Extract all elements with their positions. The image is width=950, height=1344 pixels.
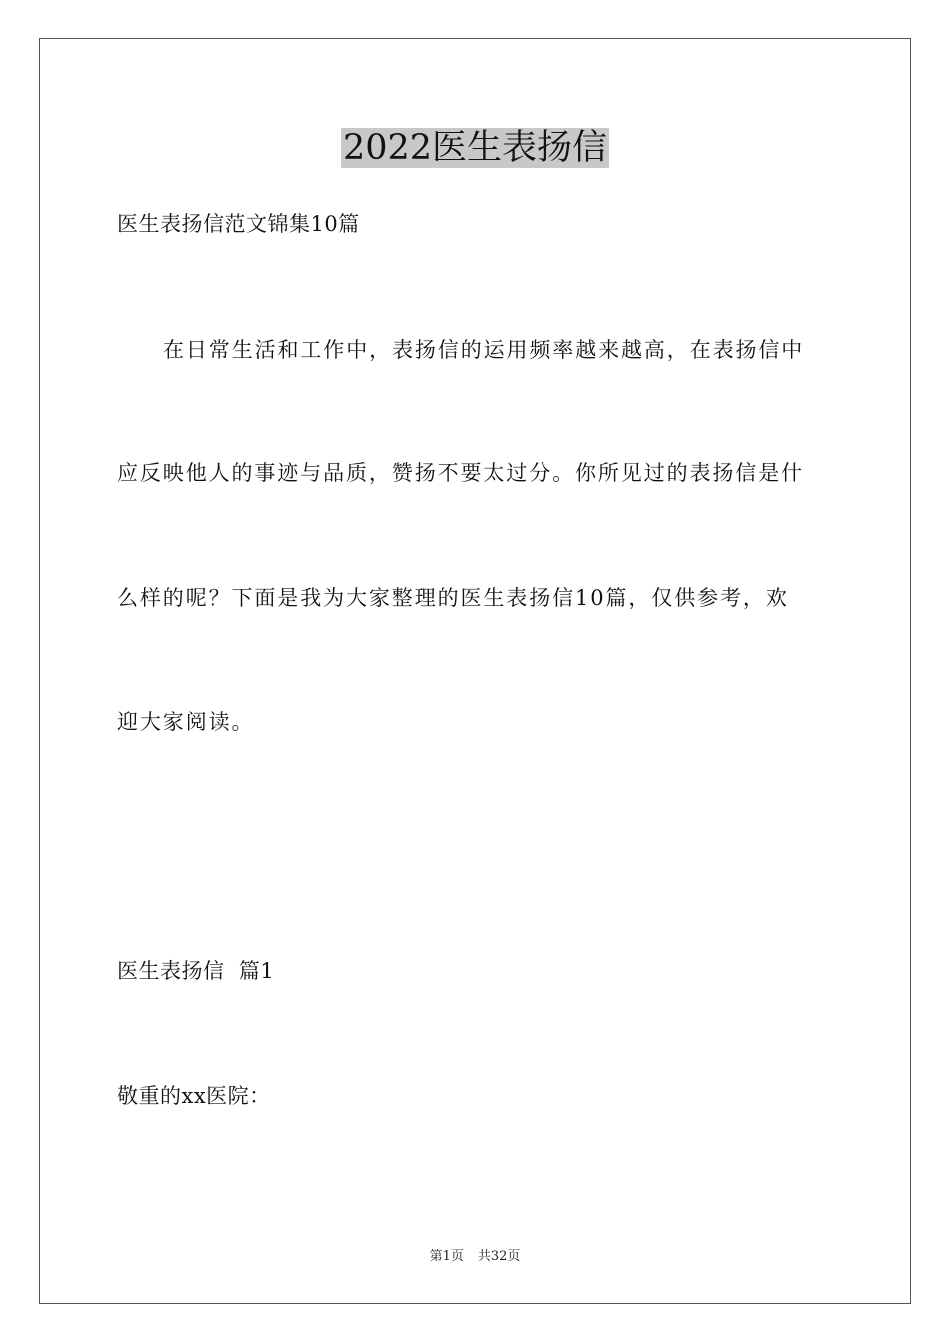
intro-paragraph-line-3: 么样的呢？下面是我为大家整理的医生表扬信10篇，仅供参考，欢 bbox=[117, 586, 789, 610]
intro-paragraph-line-2: 应反映他人的事迹与品质，赞扬不要太过分。你所见过的表扬信是什 bbox=[117, 461, 804, 485]
page-footer bbox=[0, 1249, 950, 1265]
page-number-total: 共32页 bbox=[477, 1249, 521, 1264]
document-subtitle: 医生表扬信范文锦集10篇 bbox=[117, 212, 360, 236]
intro-paragraph-line-4: 迎大家阅读。 bbox=[117, 710, 255, 734]
document-title-text: 2022医生表扬信 bbox=[342, 128, 608, 168]
page-number-current: 第1页 bbox=[429, 1249, 464, 1264]
intro-paragraph-line-1: 在日常生活和工作中，表扬信的运用频率越来越高，在表扬信中 bbox=[163, 338, 805, 362]
section-heading: 医生表扬信 篇1 bbox=[117, 959, 275, 983]
letter-salutation: 敬重的xx医院： bbox=[117, 1084, 271, 1108]
document-title bbox=[0, 126, 950, 170]
